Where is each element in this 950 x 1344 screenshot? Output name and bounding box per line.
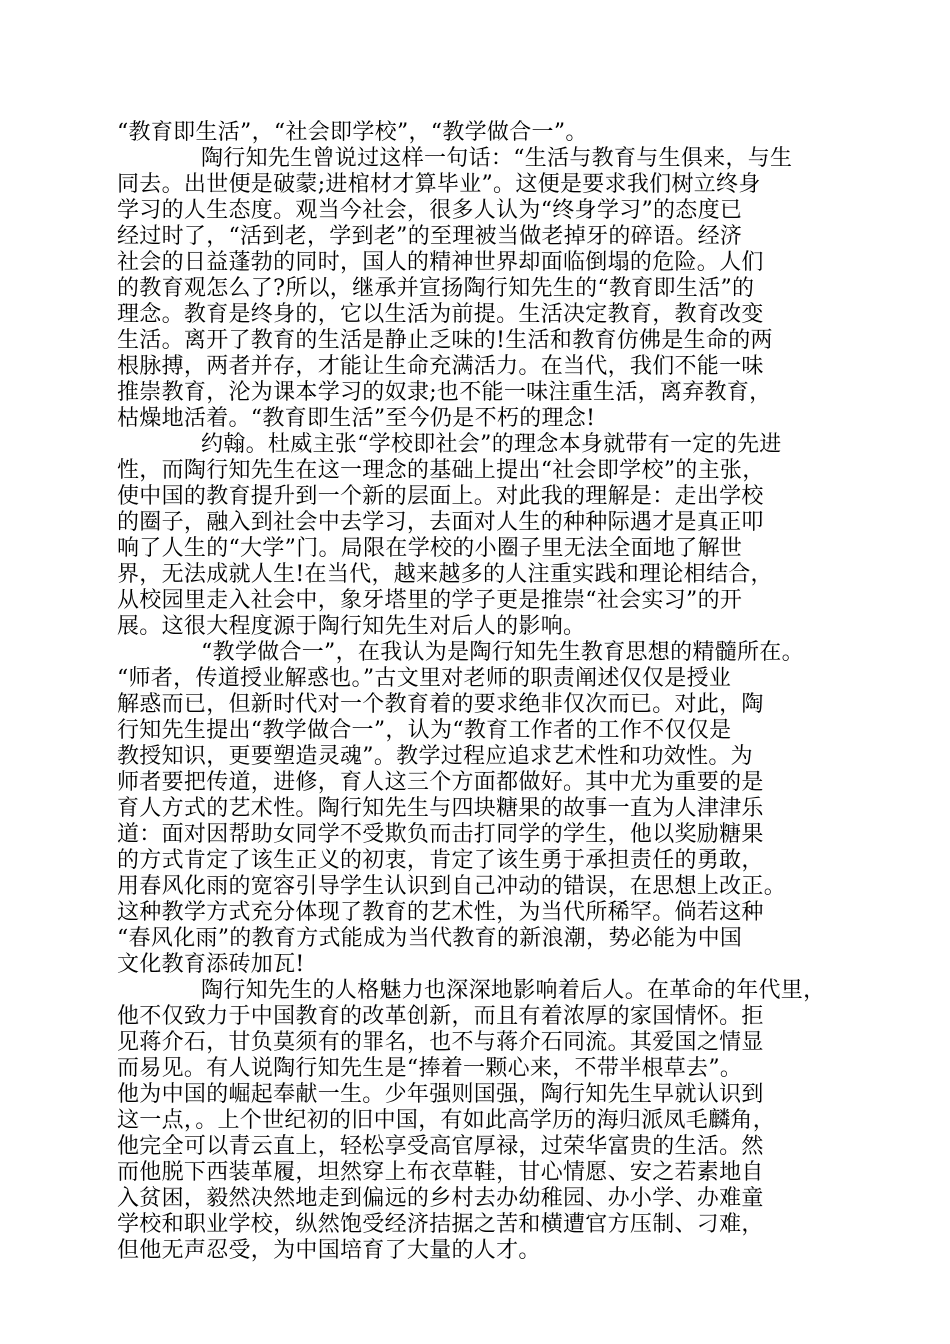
text-line: 见蒋介石，甘负莫须有的罪名，也不与蒋介石同流。其爱国之情显 bbox=[117, 1030, 764, 1055]
text-line: 同去。出世便是破蒙;进棺材才算毕业”。这便是要求我们树立终身 bbox=[117, 172, 761, 197]
text-line: 的教育观怎么了?所以，继承并宣扬陶行知先生的“教育即生活”的 bbox=[117, 276, 755, 301]
text-line: 学习的人生态度。观当今社会，很多人认为“终身学习”的态度已 bbox=[117, 198, 743, 223]
body-text bbox=[117, 120, 837, 1264]
paragraph-start-line: 陶行知先生的人格魅力也深深地影响着后人。在革命的年代里， bbox=[201, 978, 826, 1003]
text-line: 性，而陶行知先生在这一理念的基础上提出“社会即学校”的主张， bbox=[117, 458, 765, 483]
text-line: 使中国的教育提升到一个新的层面上。对此我的理解是：走出学校 bbox=[117, 484, 764, 509]
text-line: 这种教学方式充分体现了教育的艺术性，为当代所稀罕。倘若这种 bbox=[117, 900, 764, 925]
text-line: 道：面对因帮助女同学不受欺负而击打同学的学生，他以奖励糖果 bbox=[117, 822, 764, 847]
paragraph-start-line: 陶行知先生曾说过这样一句话：“生活与教育与生俱来，与生 bbox=[201, 146, 793, 171]
text-line: 他不仅致力于中国教育的改革创新，而且有着浓厚的家国情怀。拒 bbox=[117, 1004, 764, 1029]
text-line: 枯燥地活着。“教育即生活”至今仍是不朽的理念! bbox=[117, 406, 596, 431]
text-line: “师者，传道授业解惑也。”古文里对老师的职责阐述仅仅是授业 bbox=[117, 666, 732, 691]
text-line: 理念。教育是终身的，它以生活为前提。生活决定教育，教育改变 bbox=[117, 302, 764, 327]
paragraph-start-line: 约翰。杜威主张“学校即社会”的理念本身就带有一定的先进 bbox=[201, 432, 782, 457]
text-line: 用春风化雨的宽容引导学生认识到自己冲动的错误，在思想上改正。 bbox=[117, 874, 787, 899]
text-line: 学校和职业学校，纵然饱受经济拮据之苦和横遭官方压制、刁难， bbox=[117, 1212, 764, 1237]
text-line: 这一点，。上个世纪初的旧中国，有如此高学历的海归派凤毛麟角， bbox=[117, 1108, 776, 1133]
text-line: 解惑而已，但新时代对一个教育着的要求绝非仅次而已。对此，陶 bbox=[117, 692, 764, 717]
text-line: 社会的日益蓬勃的同时，国人的精神世界却面临倒塌的危险。人们 bbox=[117, 250, 764, 275]
text-line: 经过时了，“活到老，学到老”的至理被当做老掉牙的碎语。经济 bbox=[117, 224, 743, 249]
text-line: 从校园里走入社会中，象牙塔里的学子更是推崇“社会实习”的开 bbox=[117, 588, 743, 613]
text-line: 的方式肯定了该生正义的初衷，肯定了该生勇于承担责任的勇敢， bbox=[117, 848, 764, 873]
text-line: 师者要把传道，进修，育人这三个方面都做好。其中尤为重要的是 bbox=[117, 770, 764, 795]
text-line: “春风化雨”的教育方式能成为当代教育的新浪潮，势必能为中国 bbox=[117, 926, 743, 951]
paragraph-start-line: “教学做合一”，在我认为是陶行知先生教育思想的精髓所在。 bbox=[201, 640, 804, 665]
text-line: 而易见。有人说陶行知先生是“捧着一颗心来，不带半根草去”。 bbox=[117, 1056, 743, 1081]
text-line: 生活。离开了教育的生活是静止乏味的!生活和教育仿佛是生命的两 bbox=[117, 328, 773, 353]
text-line: “教育即生活”，“社会即学校”，“教学做合一”。 bbox=[117, 120, 588, 145]
text-line: 推崇教育，沦为课本学习的奴隶;也不能一味注重生活，离弃教育， bbox=[117, 380, 772, 405]
text-line: 的圈子，融入到社会中去学习，去面对人生的种种际遇才是真正叩 bbox=[117, 510, 764, 535]
text-line: 他为中国的崛起奉献一生。少年强则国强，陶行知先生早就认识到 bbox=[117, 1082, 764, 1107]
text-line: 他完全可以青云直上，轻松享受高官厚禄，过荣华富贵的生活。然 bbox=[117, 1134, 764, 1159]
text-line: 教授知识，更要塑造灵魂”。教学过程应追求艺术性和功效性。为 bbox=[117, 744, 753, 769]
text-line: 界，无法成就人生!在当代，越来越多的人注重实践和理论相结合， bbox=[117, 562, 773, 587]
text-line: 育人方式的艺术性。陶行知先生与四块糖果的故事一直为人津津乐 bbox=[117, 796, 764, 821]
text-line: 根脉搏，两者并存，才能让生命充满活力。在当代，我们不能一味 bbox=[117, 354, 764, 379]
text-line: 文化教育添砖加瓦! bbox=[117, 952, 305, 977]
text-line: 行知先生提出“教学做合一”，认为“教育工作者的工作不仅仅是 bbox=[117, 718, 732, 743]
text-line: 展。这很大程度源于陶行知先生对后人的影响。 bbox=[117, 614, 586, 639]
text-line: 但他无声忍受，为中国培育了大量的人才。 bbox=[117, 1238, 541, 1263]
text-line: 响了人生的“大学”门。局限在学校的小圈子里无法全面地了解世 bbox=[117, 536, 743, 561]
text-line: 入贫困，毅然决然地走到偏远的乡村去办幼稚园、办小学、办难童 bbox=[117, 1186, 764, 1211]
text-line: 而他脱下西装革履，坦然穿上布衣草鞋，甘心情愿、安之若素地自 bbox=[117, 1160, 764, 1185]
